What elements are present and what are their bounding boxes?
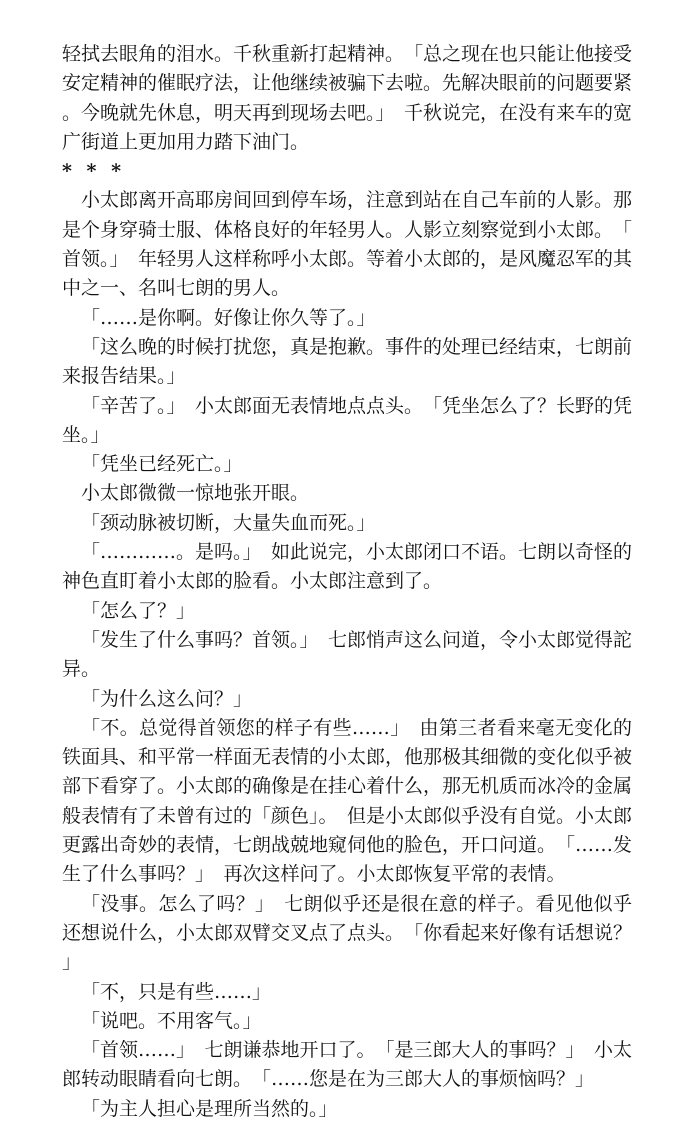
scene-separator: * * * — [62, 160, 126, 183]
dialogue-line: 「不，只是有些……」 — [81, 980, 272, 1003]
dialogue-line: 「…………。是吗。」 如此说完，小太郎闭口不语。七朗以奇怪的神色直盯着小太郎的脸看。小太郎注意到了。 — [62, 541, 633, 593]
dialogue-line: 「这么晚的时候打扰您，真是抱歉。事件的处理已经结束，七朗前来报告结果。」 — [62, 335, 633, 388]
dialogue-line: 「不。总觉得首领您的样子有些……」 由第三者看来毫无变化的铁面具、和平常一样面无表情的小太郎，他那极其细微的变化似乎被部下看穿了。小太郎的确像是在挂心着什么，那无机质而冰冷的金属般表情有了未曾有过的「颜色」。 但是小太郎似乎没有自觉。小太郎更露出奇妙的表情，七朗战兢地窥伺他的脸色，开口问道。 「……发生了什么事吗？」 再次这样问了。小太郎恢复平常的表情。 — [62, 716, 633, 886]
dialogue-line: 「辛苦了。」 小太郎面无表情地点点头。 「凭坐怎么了？长野的凭坐。」 — [62, 394, 633, 446]
dialogue-line: 「为什么这么问？」 — [81, 687, 253, 710]
paragraph: 轻拭去眼角的泪水。千秋重新打起精神。 「总之现在也只能让他接受安定精神的催眠疗法，让他继续被骗下去啦。先解决眼前的问题要紧。今晚就先休息，明天再到现场去吧。」 千秋说完，在没有来车的宽广街道上更加用力踏下油门。 — [62, 43, 633, 153]
dialogue-line: 「首领……」 七朗谦恭地开口了。 「是三郎大人的事吗？」 小太郎转动眼睛看向七朗。 「……您是在为三郎大人的事烦恼吗？」 — [62, 1039, 633, 1091]
paragraph: 小太郎微微一惊地张开眼。 — [81, 482, 310, 505]
dialogue-line: 「发生了什么事吗？首领。」 七郎悄声这么问道，令小太郎觉得詑异。 — [62, 628, 633, 681]
dialogue-line: 「颈动脉被切断，大量失血而死。」 — [81, 511, 376, 534]
paragraph: 小太郎离开高耶房间回到停车场，注意到站在自己车前的人影。那是个身穿骑士服、体格良好的年轻男人。人影立刻察觉到小太郎。 「首领。」 年轻男人这样称呼小太郎。等着小太郎的，是风魔忍军的其中之一、名叫七朗的男人。 — [62, 189, 633, 300]
document-page — [62, 40, 632, 1124]
dialogue-line: 「怎么了？」 — [81, 599, 196, 622]
dialogue-line: 「没事。怎么了吗？」 七朗似乎还是很在意的样子。看见他似乎还想说什么，小太郎双臂交叉点了点头。 「你看起来好像有话想说？」 — [62, 892, 633, 974]
dialogue-line: 「……是你啊。好像让你久等了。」 — [81, 306, 376, 329]
dialogue-line: 「凭坐已经死亡。」 — [81, 453, 243, 476]
dialogue-line: 「说吧。不用客气。」 — [81, 1009, 262, 1032]
dialogue-line: 「为主人担心是理所当然的。」 — [81, 1097, 338, 1120]
